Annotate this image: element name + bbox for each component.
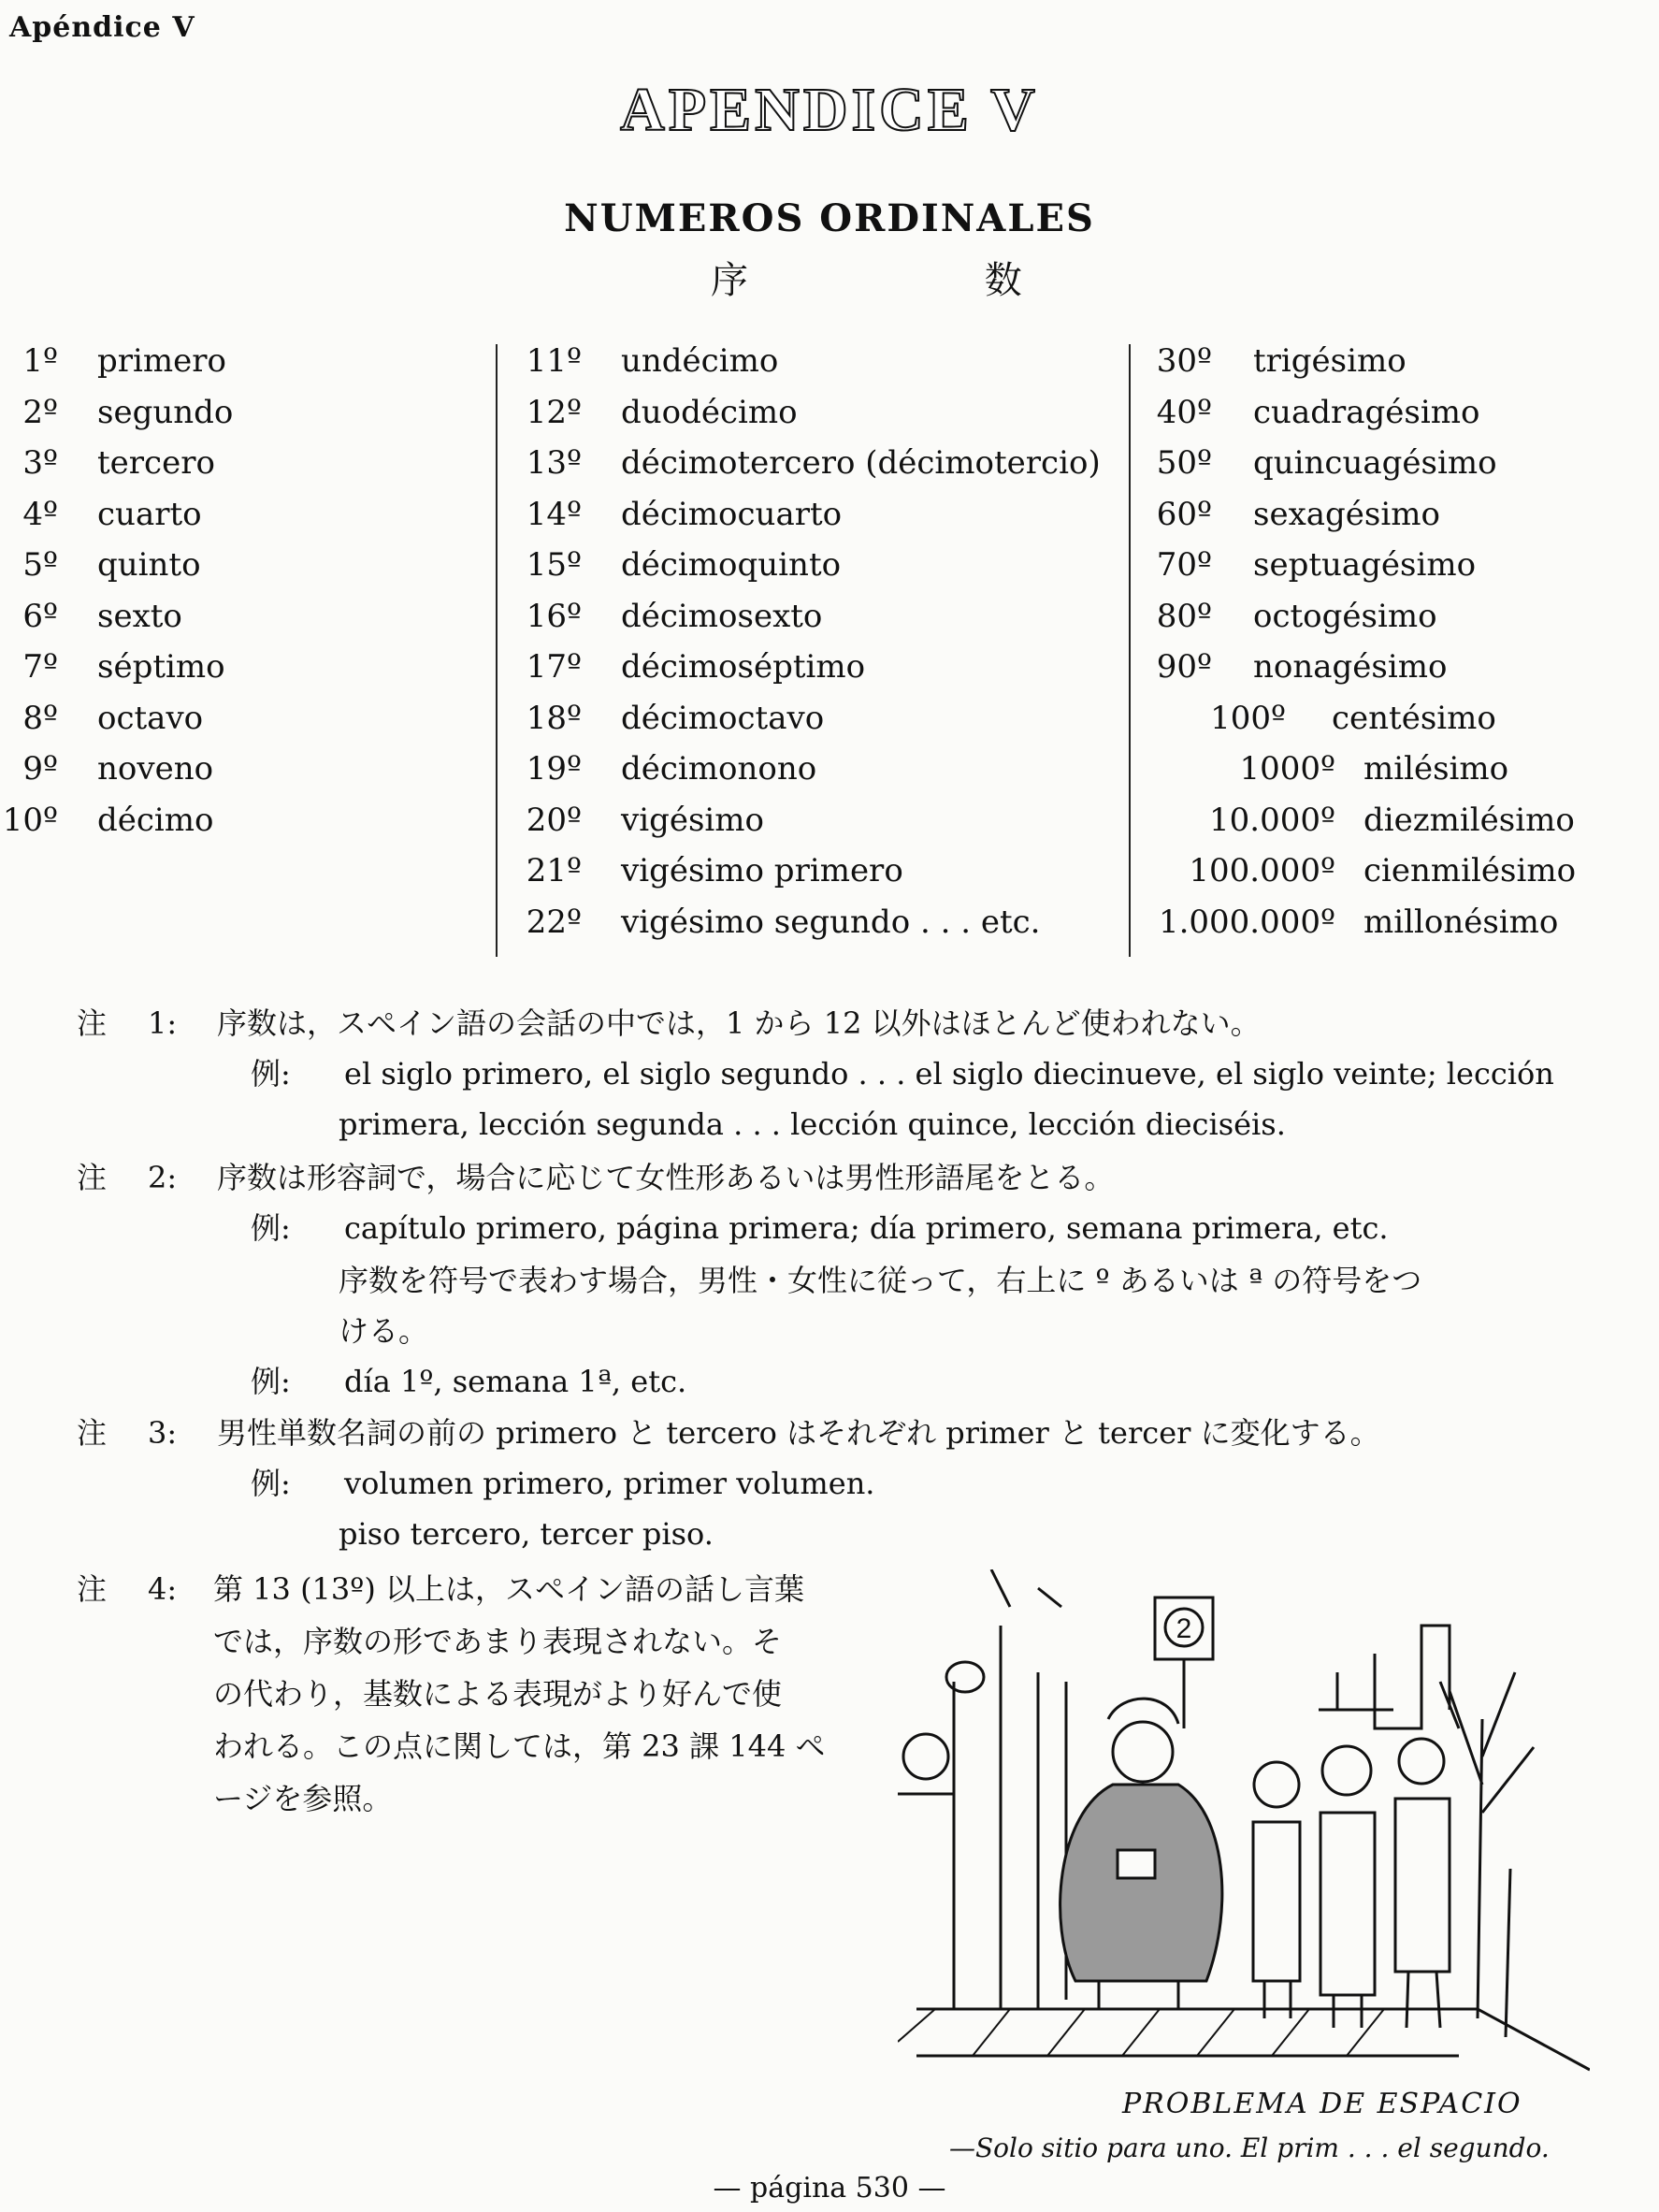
ordinal-number: 7º [22, 648, 58, 686]
ordinal-row [0, 745, 1659, 793]
ordinal-number: 18º [526, 699, 582, 737]
cartoon-caption: —Solo sitio para uno. El prim . . . el segundo. [949, 2132, 1550, 2163]
ordinal-number: 16º [526, 597, 582, 635]
ordinal-word: milésimo [1363, 750, 1509, 788]
ordinal-row [0, 898, 1659, 947]
ordinal-word: décimoquinto [621, 546, 842, 584]
ordinal-number: 2º [22, 393, 58, 431]
ordinal-word: cienmilésimo [1363, 852, 1577, 889]
ordinal-number: 6º [22, 597, 58, 635]
example-text: día 1º, semana 1ª, etc. [344, 1364, 687, 1399]
ordinal-number: 8º [22, 699, 58, 737]
ordinal-number: 4º [22, 495, 58, 533]
ordinal-number: 30º [1156, 342, 1212, 380]
ordinal-word: décimoséptimo [621, 648, 866, 686]
example-label: 例: [251, 1210, 291, 1246]
ordinal-number: 60º [1156, 495, 1212, 533]
ordinal-word: millonésimo [1363, 903, 1559, 941]
stop-sign-number: 2 [1176, 1613, 1192, 1644]
ordinal-word: sexagésimo [1253, 495, 1440, 533]
example-text: primera, lección segunda . . . lección quince, lección dieciséis. [339, 1106, 1286, 1142]
ordinal-word: séptimo [97, 648, 225, 686]
ordinal-row [0, 592, 1659, 641]
ordinal-word: quincuagésimo [1253, 444, 1497, 482]
ordinal-number: 90º [1156, 648, 1212, 686]
ordinal-number: 22º [526, 903, 582, 941]
ordinal-word: décimotercero (décimotercio) [621, 444, 1101, 482]
cartoon-illustration [898, 1569, 1590, 2075]
example-label: 例: [251, 1466, 291, 1501]
note-number: 3: [148, 1415, 178, 1451]
ordinal-number: 21º [526, 852, 582, 889]
ordinal-word: cuadragésimo [1253, 393, 1480, 431]
ordinal-row [0, 439, 1659, 487]
note-text: 序数を符号で表わす場合，男性・女性に従って，右上に º あるいは ª の符号をつ [339, 1263, 1422, 1298]
ordinal-word: noveno [97, 750, 214, 788]
ordinal-word: centésimo [1332, 699, 1496, 737]
ordinal-word: tercero [97, 444, 215, 482]
example-text: volumen primero, primer volumen. [344, 1466, 875, 1501]
example-text: capítulo primero, página primera; día primero, semana primera, etc. [344, 1210, 1389, 1246]
ordinal-number: 70º [1156, 546, 1212, 584]
note-text: われる。この点に関しては，第 23 課 144 ペ [213, 1728, 826, 1764]
tree-icon [1440, 1672, 1534, 2018]
note-mark: 注 [77, 1160, 108, 1195]
woman-figure [1060, 1785, 1222, 1981]
example-text: el siglo primero, el siglo segundo . . . el siglo diecinueve, el siglo veinte; lección [344, 1056, 1554, 1092]
ordinal-word: cuarto [97, 495, 202, 533]
ordinal-number: 1º [22, 342, 58, 380]
page-number: — página 530 — [713, 2172, 946, 2205]
ordinal-number: 12º [526, 393, 582, 431]
ordinal-word: octavo [97, 699, 204, 737]
ordinal-word: vigésimo segundo . . . etc. [621, 903, 1041, 941]
ordinal-word: décimocuarto [621, 495, 843, 533]
ordinal-number: 19º [526, 750, 582, 788]
note-text: 第 13 (13º) 以上は，スペイン語の話し言葉 [213, 1571, 804, 1607]
note-number: 4: [148, 1571, 178, 1607]
note-text: の代わり，基数による表現がより好んで使 [213, 1676, 783, 1712]
note-text: 序数は形容詞で，場合に応じて女性形あるいは男性形語尾をとる。 [217, 1160, 1115, 1195]
ordinal-word: quinto [97, 546, 201, 584]
ordinal-number: 1000º [1239, 750, 1335, 788]
ordinal-word: nonagésimo [1253, 648, 1448, 686]
note-text: 序数は，スペイン語の会話の中では，1 から 12 以外はほとんど使われない。 [217, 1005, 1261, 1041]
ordinal-number: 14º [526, 495, 582, 533]
ordinal-row [0, 846, 1659, 895]
ordinal-word: trigésimo [1253, 342, 1407, 380]
ordinal-number: 40º [1156, 393, 1212, 431]
cartoon-title: PROBLEMA DE ESPACIO [1122, 2088, 1522, 2120]
ordinal-row [0, 694, 1659, 743]
ordinal-number: 100.000º [1189, 852, 1335, 889]
ordinal-number: 5º [22, 546, 58, 584]
ordinal-word: sexto [97, 597, 182, 635]
note-mark: 注 [77, 1005, 108, 1041]
ordinal-row [0, 490, 1659, 539]
ordinal-row [0, 337, 1659, 385]
ordinal-number: 13º [526, 444, 582, 482]
ordinal-number: 10.000º [1209, 801, 1335, 839]
japanese-heading: 序 数 [711, 259, 1134, 302]
page-title: APENDICE V [620, 76, 1039, 144]
ordinal-word: décimoctavo [621, 699, 825, 737]
ordinal-word: octogésimo [1253, 597, 1437, 635]
note-text: ージを参照。 [213, 1781, 393, 1816]
ordinal-word: primero [97, 342, 226, 380]
note-text: ける。 [339, 1313, 429, 1349]
note-mark: 注 [77, 1571, 108, 1607]
note-number: 1: [148, 1005, 178, 1041]
note-text: 男性単数名詞の前の primero と tercero はそれぞれ primer と tercer に変化する。 [217, 1415, 1380, 1451]
ordinal-word: vigésimo primero [621, 852, 903, 889]
ordinal-number: 1.000.000º [1158, 903, 1335, 941]
ordinal-word: décimosexto [621, 597, 823, 635]
ordinal-word: décimo [97, 801, 214, 839]
ordinal-row [0, 796, 1659, 845]
ordinal-number: 9º [22, 750, 58, 788]
ordinal-word: segundo [97, 393, 234, 431]
ordinal-number: 3º [22, 444, 58, 482]
ordinal-number: 17º [526, 648, 582, 686]
example-label: 例: [251, 1364, 291, 1399]
ordinal-word: décimonono [621, 750, 817, 788]
ordinal-number: 80º [1156, 597, 1212, 635]
ordinal-number: 50º [1156, 444, 1212, 482]
section-subtitle: NUMEROS ORDINALES [564, 196, 1095, 240]
ordinal-row [0, 388, 1659, 437]
ordinal-number: 15º [526, 546, 582, 584]
example-label: 例: [251, 1056, 291, 1092]
note-text: では，序数の形であまり表現されない。そ [213, 1624, 783, 1659]
ordinal-word: diezmilésimo [1363, 801, 1575, 839]
ordinal-word: duodécimo [621, 393, 798, 431]
ordinal-number: 20º [526, 801, 582, 839]
ordinal-word: undécimo [621, 342, 779, 380]
ordinal-row [0, 643, 1659, 691]
ordinal-number: 11º [526, 342, 582, 380]
ordinal-word: septuagésimo [1253, 546, 1477, 584]
example-text: piso tercero, tercer piso. [339, 1516, 714, 1552]
note-number: 2: [148, 1160, 178, 1195]
note-mark: 注 [77, 1415, 108, 1451]
ordinal-row [0, 541, 1659, 589]
ordinal-word: vigésimo [621, 801, 764, 839]
ordinal-number: 10º [2, 801, 58, 839]
ordinal-number: 100º [1210, 699, 1286, 737]
running-head: Apéndice V [9, 11, 195, 44]
